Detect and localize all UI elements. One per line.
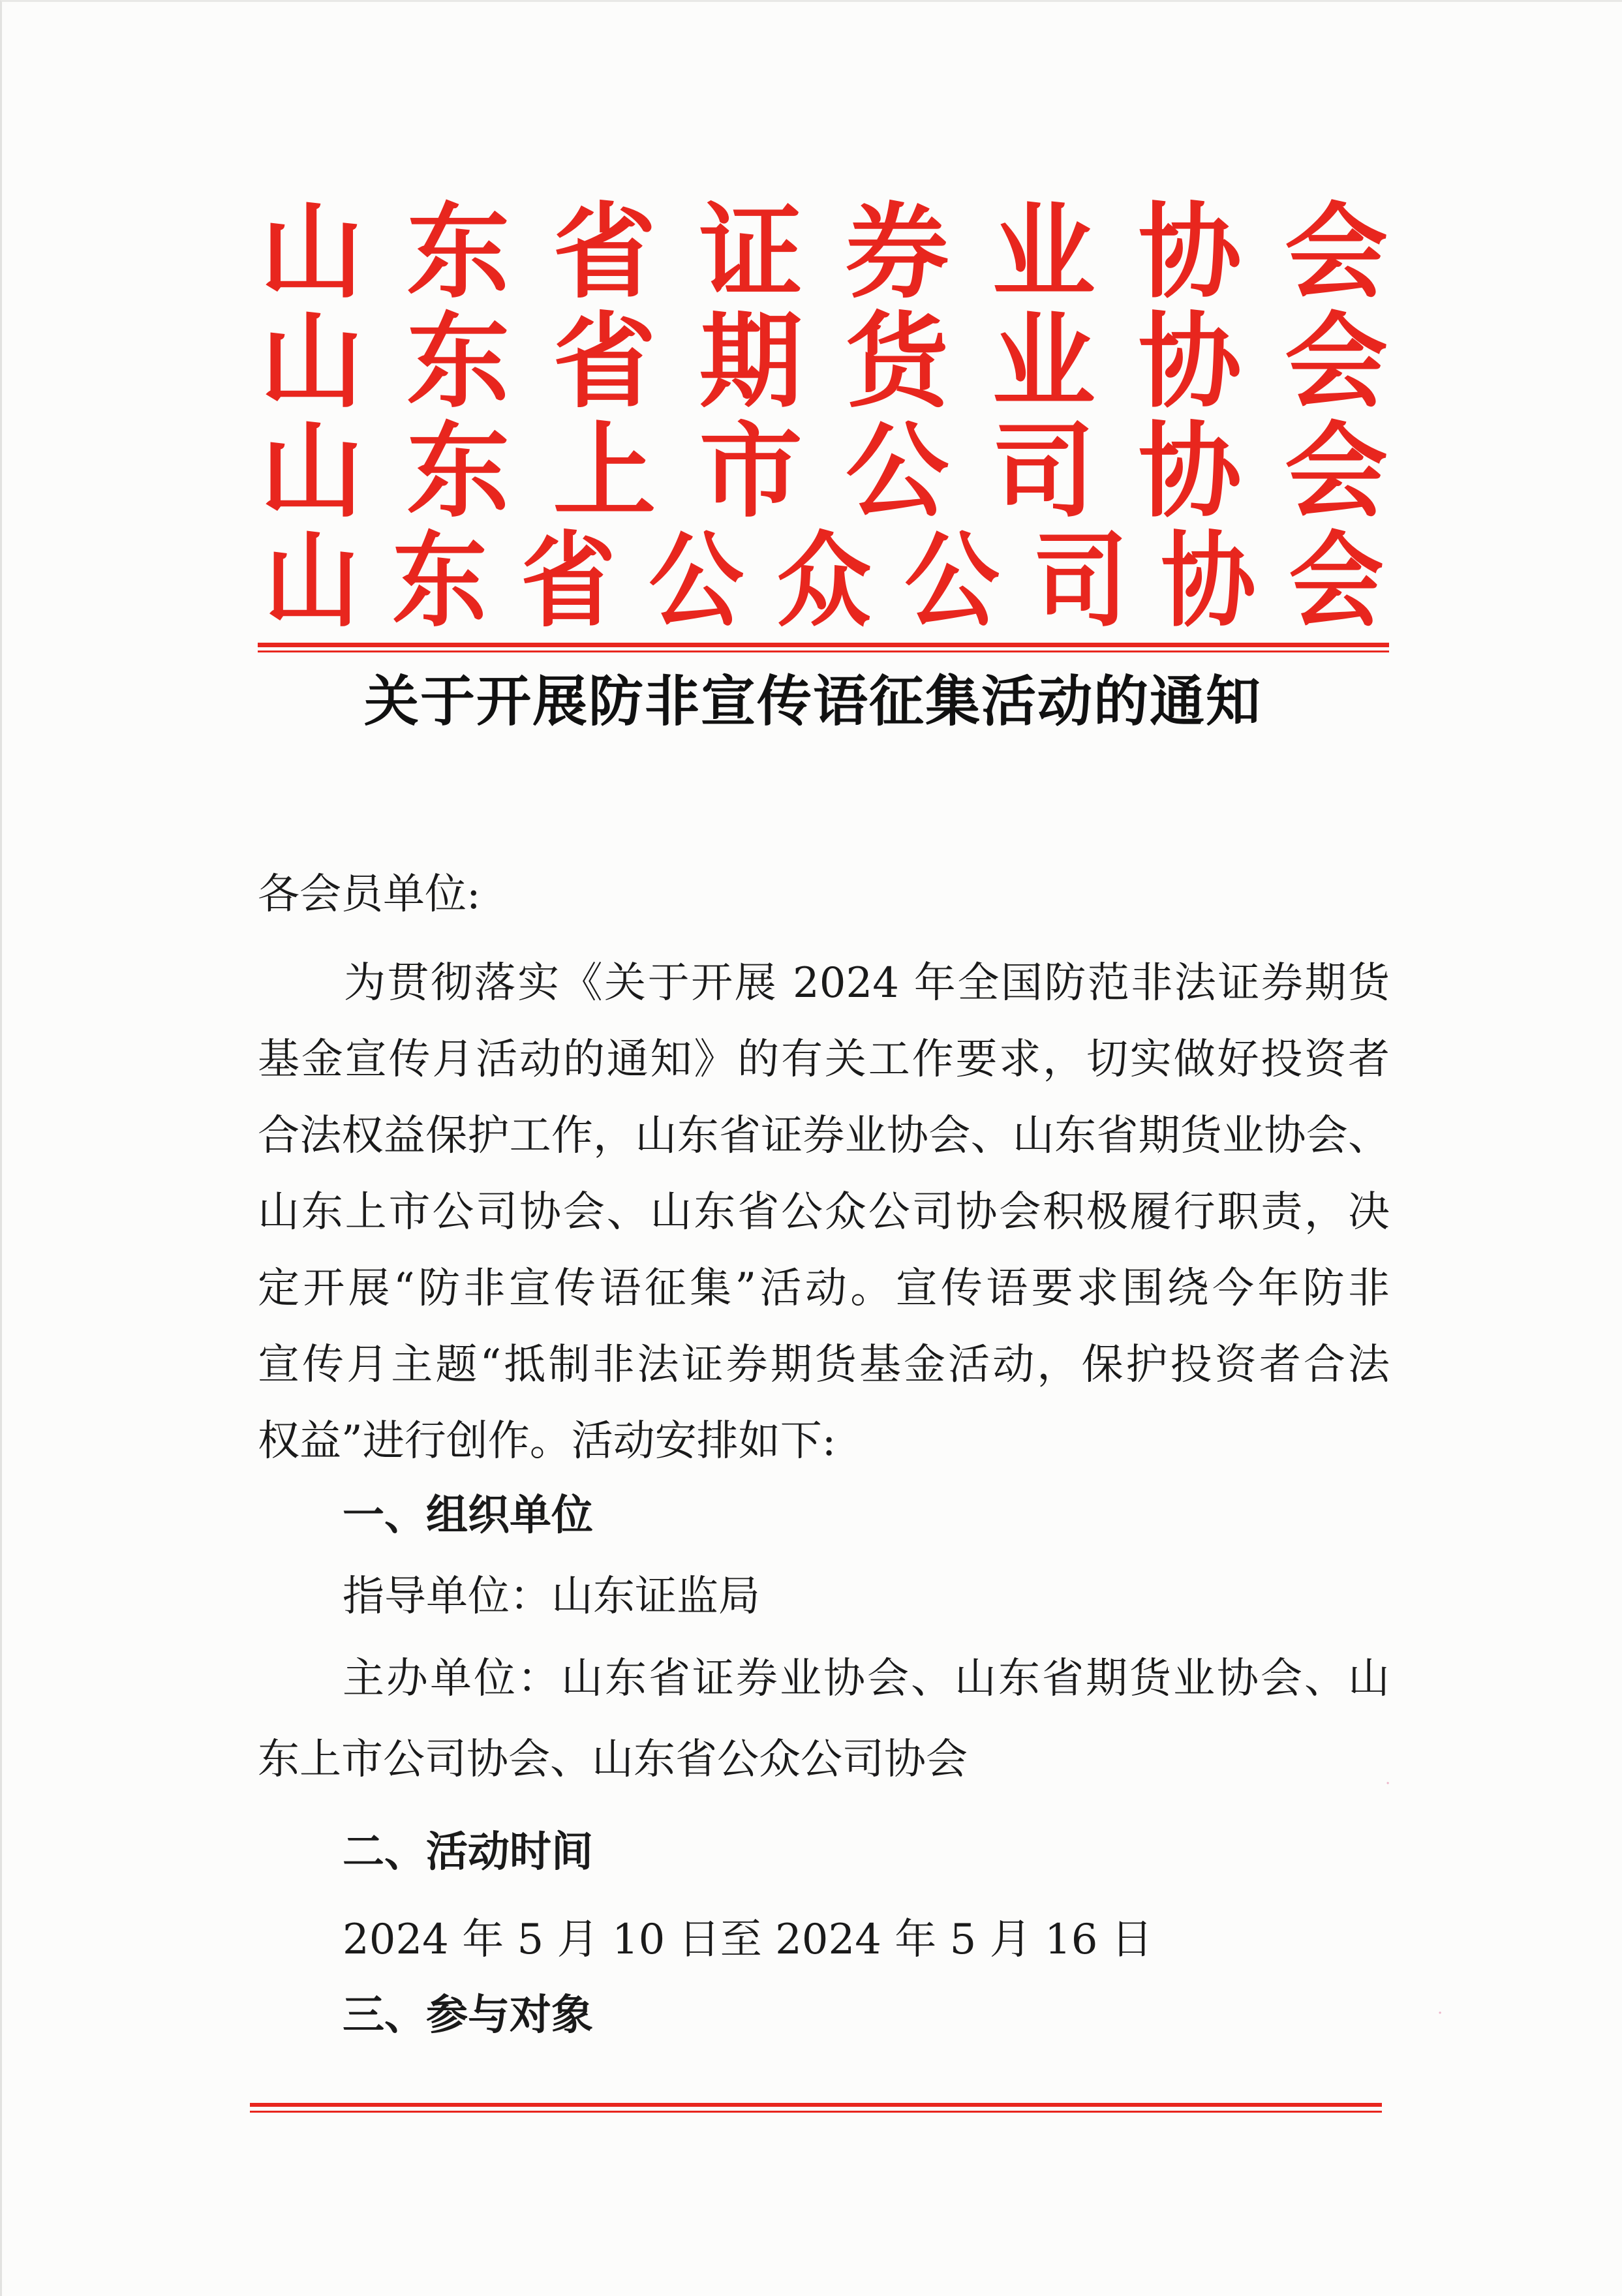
masthead-char: 上 (553, 411, 656, 532)
masthead-char: 协 (1138, 192, 1242, 313)
masthead-red-rule-thin (258, 651, 1389, 652)
masthead-char: 公 (904, 521, 1000, 641)
masthead-char: 省 (520, 521, 616, 641)
masthead-char: 货 (846, 301, 949, 422)
masthead (260, 192, 1388, 641)
masthead-char: 协 (1138, 411, 1242, 532)
masthead-char: 公 (649, 521, 744, 641)
masthead-org-4 (260, 521, 1388, 641)
footer-red-rule (250, 2103, 1382, 2107)
footer-red-rule-thin (250, 2111, 1382, 2113)
section-heading-time: 二、活动时间 (343, 1828, 593, 1876)
masthead-char: 东 (406, 192, 510, 313)
masthead-char: 山 (260, 411, 363, 532)
masthead-char: 会 (1284, 301, 1388, 422)
intro-line: 权益”进行创作。活动安排如下: (258, 1417, 836, 1465)
masthead-char: 东 (392, 521, 487, 641)
masthead-char: 业 (992, 192, 1095, 313)
masthead-char: 公 (846, 411, 949, 532)
intro-paragraph (258, 945, 1390, 1480)
masthead-char: 业 (992, 301, 1095, 422)
masthead-char: 协 (1161, 521, 1256, 641)
masthead-char: 省 (553, 192, 656, 313)
masthead-char: 市 (699, 411, 803, 532)
intro-line: 合法权益保护工作，山东省证券业协会、山东省期货业协会、 (258, 1112, 1390, 1160)
masthead-char: 东 (406, 411, 510, 532)
intro-line: 山东上市公司协会、山东省公众公司协会积极履行职责，决 (258, 1188, 1390, 1236)
masthead-char: 司 (1032, 521, 1128, 641)
masthead-char: 会 (1284, 192, 1388, 313)
intro-line: 为贯彻落实《关于开展 2024 年全国防范非法证券期货 (344, 959, 1390, 1007)
masthead-org-2 (260, 301, 1388, 422)
scan-speck: · (1437, 2004, 1443, 2023)
masthead-char: 山 (260, 192, 363, 313)
masthead-char: 券 (846, 192, 949, 313)
host-unit-line-2: 东上市公司协会、山东省公众公司协会 (258, 1736, 968, 1784)
host-unit-line-1: 主办单位：山东省证券业协会、山东省期货业协会、山 (343, 1655, 1390, 1703)
scan-speck: · (1385, 1774, 1391, 1794)
masthead-char: 山 (264, 521, 360, 641)
intro-line: 定开展“防非宣传语征集”活动。宣传语要求围绕今年防非 (258, 1264, 1390, 1313)
masthead-char: 省 (553, 301, 656, 422)
masthead-red-rule (258, 643, 1389, 647)
intro-line: 基金宣传月活动的通知》的有关工作要求，切实做好投资者 (258, 1035, 1390, 1084)
masthead-char: 会 (1289, 521, 1384, 641)
masthead-char: 山 (260, 301, 363, 422)
masthead-char: 众 (776, 521, 872, 641)
document-title: 关于开展防非宣传语征集活动的通知 (363, 669, 1262, 733)
masthead-org-1 (260, 192, 1388, 313)
masthead-char: 协 (1138, 301, 1242, 422)
masthead-char: 证 (699, 192, 803, 313)
section-heading-organizers: 一、组织单位 (343, 1492, 593, 1540)
masthead-char: 司 (992, 411, 1095, 532)
activity-period: 2024 年 5 月 10 日至 2024 年 5 月 16 日 (343, 1916, 1153, 1964)
guide-unit: 指导单位：山东证监局 (343, 1572, 760, 1621)
masthead-char: 会 (1284, 411, 1388, 532)
section-heading-participants: 三、参与对象 (343, 1991, 593, 2040)
masthead-char: 期 (699, 301, 803, 422)
intro-line: 宣传月主题“抵制非法证券期货基金活动，保护投资者合法 (258, 1341, 1390, 1389)
masthead-char: 东 (406, 301, 510, 422)
salutation: 各会员单位: (258, 870, 481, 919)
masthead-org-3 (260, 411, 1388, 532)
